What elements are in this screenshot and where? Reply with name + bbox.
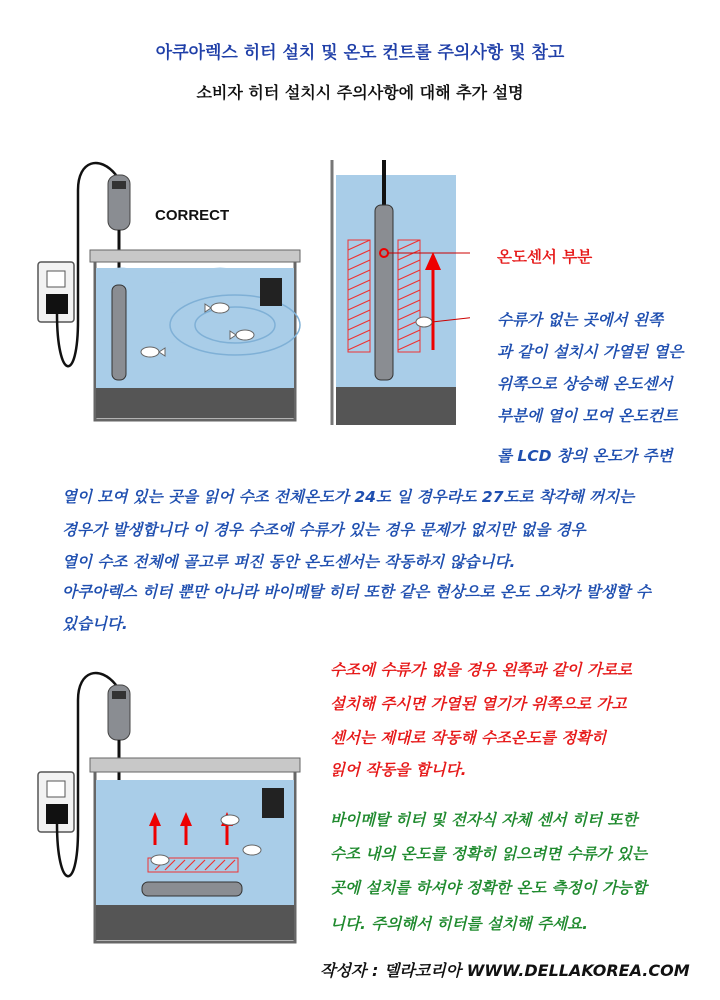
explanation-line: 위쪽으로 상승해 온도센서 (497, 375, 673, 393)
green-note-line: 곳에 설치를 하셔야 정확한 온도 측정이 가능합 (330, 879, 647, 897)
page-subtitle: 소비자 히터 설치시 주의사항에 대해 추가 설명 (196, 83, 524, 102)
filter-icon (262, 788, 284, 818)
red-note-line: 수조에 수류가 없을 경우 왼쪽과 같이 가로로 (330, 661, 632, 679)
explanation-line: 롤 LCD 창의 온도가 주변 (497, 447, 673, 465)
red-note-line: 설치해 주시면 가열된 열기가 위쪽으로 가고 (330, 695, 627, 713)
explanation-line: 과 같이 설치시 가열된 열은 (497, 343, 684, 361)
green-note-line: 니다. 주의해서 히터를 설치해 주세요. (330, 915, 588, 933)
horizontal-heater-icon (142, 882, 242, 896)
closeup-water (336, 175, 456, 387)
closeup-fish-icon (416, 317, 432, 327)
body-line: 열이 모여 있는 곳을 읽어 수조 전체온도가 24도 일 경우라도 27도로 착각해 꺼지는 (62, 488, 635, 506)
tank-lid (90, 250, 300, 262)
horizontal-installation-diagram (30, 660, 310, 945)
red-note-line: 센서는 제대로 작동해 수조온도를 정확히 (330, 729, 607, 747)
heater-icon (112, 285, 126, 380)
green-note-line: 수조 내의 온도를 정확히 읽으려면 수류가 있는 (330, 845, 647, 863)
page-title: 아쿠아렉스 히터 설치 및 온도 컨트롤 주의사항 및 참고 (155, 43, 565, 63)
sensor-label: 온도센서 부분 (497, 248, 593, 266)
power-plug-icon (46, 804, 68, 824)
body-line: 있습니다. (62, 615, 128, 633)
red-note-line: 읽어 작동을 합니다. (330, 761, 467, 779)
correct-installation-diagram (30, 150, 310, 425)
explanation-line: 수류가 없는 곳에서 왼쪽 (497, 311, 663, 329)
green-note-line: 바이메탈 히터 및 전자식 자체 센서 히터 또한 (330, 811, 638, 829)
tank-gravel (96, 388, 294, 418)
closeup-heater-icon (375, 205, 393, 380)
filter-icon (260, 278, 282, 306)
correct-label: CORRECT (155, 207, 230, 224)
body-line: 아쿠아렉스 히터 뿐만 아니라 바이메탈 히터 또한 같은 현상으로 온도 오차가 발생할 수 (62, 583, 651, 601)
footer-credit: 작성자 : 델라코리아 WWW.DELLAKOREA.COM (320, 961, 690, 980)
body-line: 열이 수조 전체에 골고루 퍼진 동안 온도센서는 작동하지 않습니다. (62, 553, 516, 571)
body-line: 경우가 발생합니다 이 경우 수조에 수류가 있는 경우 문제가 없지만 없을 경우 (62, 521, 586, 539)
heat-rising-diagram (330, 160, 470, 425)
power-plug-icon (46, 294, 68, 314)
explanation-line: 부분에 열이 모여 온도컨트 (497, 407, 678, 425)
